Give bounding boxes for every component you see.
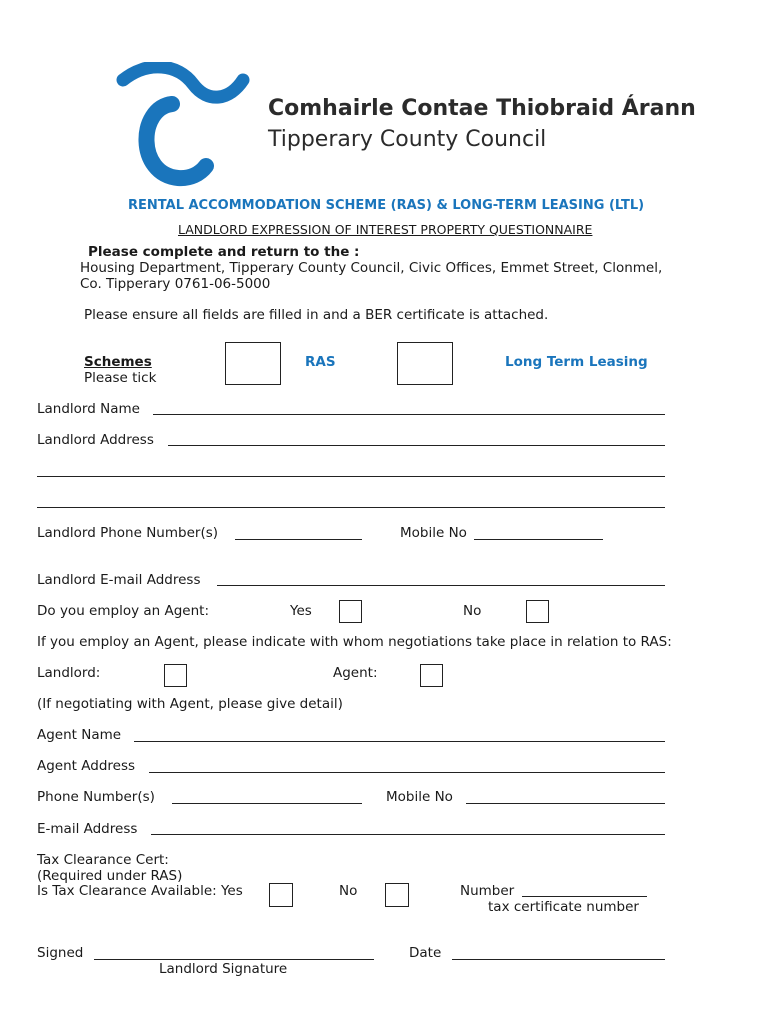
form-subtitle: LANDLORD EXPRESSION OF INTEREST PROPERTY QUESTIONNAIRE — [178, 222, 593, 237]
tax-available-yes-checkbox[interactable] — [269, 883, 293, 907]
landlord-phone-field[interactable] — [235, 539, 362, 540]
landlord-address-field-3[interactable] — [37, 507, 665, 508]
schemes-hint: Please tick — [84, 370, 157, 386]
agent-name-label: Agent Name — [37, 727, 122, 743]
signature-field[interactable] — [94, 959, 374, 960]
landlord-name-field[interactable] — [153, 414, 665, 415]
tax-required-note: (Required under RAS) — [37, 868, 183, 884]
signed-label: Signed — [37, 945, 84, 961]
landlord-phone-label: Landlord Phone Number(s) — [37, 525, 219, 541]
landlord-mobile-field[interactable] — [474, 539, 603, 540]
negotiation-agent-label: Agent: — [333, 665, 378, 681]
form-title: RENTAL ACCOMMODATION SCHEME (RAS) & LONG-TERM LEASING (LTL) — [128, 198, 645, 213]
landlord-name-label: Landlord Name — [37, 401, 140, 417]
agent-phone-field[interactable] — [172, 803, 362, 804]
ltl-label: Long Term Leasing — [505, 354, 648, 370]
employ-agent-no-label: No — [463, 603, 482, 619]
date-label: Date — [409, 945, 442, 961]
employ-agent-yes-checkbox[interactable] — [339, 600, 362, 623]
negotiation-landlord-label: Landlord: — [37, 665, 101, 681]
negotiation-landlord-checkbox[interactable] — [164, 664, 187, 687]
employ-agent-label: Do you employ an Agent: — [37, 603, 209, 619]
agent-mobile-field[interactable] — [466, 803, 665, 804]
ras-label: RAS — [305, 354, 336, 370]
return-address — [80, 260, 662, 276]
tax-cert-label: Tax Clearance Cert: — [37, 852, 169, 868]
council-name-english: Tipperary County Council — [268, 127, 547, 152]
tax-number-label: Number — [460, 883, 515, 899]
employ-agent-no-checkbox[interactable] — [526, 600, 549, 623]
address-rest: , Tipperary County Council, Civic Offices, Emmet Street, Clonmel, — [220, 260, 663, 276]
signature-caption: Landlord Signature — [159, 961, 288, 977]
landlord-email-label: Landlord E-mail Address — [37, 572, 201, 588]
tax-available-no-checkbox[interactable] — [385, 883, 409, 907]
agent-mobile-label: Mobile No — [386, 789, 453, 805]
agent-address-label: Agent Address — [37, 758, 136, 774]
ltl-checkbox[interactable] — [397, 342, 453, 385]
landlord-address-label: Landlord Address — [37, 432, 154, 448]
agent-email-label: E-mail Address — [37, 821, 138, 837]
return-address-line2: Co. Tipperary 0761-06-5000 — [80, 276, 271, 292]
housing-department: Housing Department — [80, 260, 221, 276]
landlord-address-field[interactable] — [168, 445, 665, 446]
council-c-wave-icon — [108, 62, 258, 190]
council-name-irish: Comhairle Contae Thiobraid Árann — [268, 96, 696, 121]
tax-available-no-label: No — [339, 883, 358, 899]
negotiation-question: If you employ an Agent, please indicate with whom negotiations take place in relation to RAS: — [37, 634, 672, 650]
ras-checkbox[interactable] — [225, 342, 281, 385]
landlord-email-field[interactable] — [217, 585, 665, 586]
date-field[interactable] — [452, 959, 665, 960]
agent-detail-note: (If negotiating with Agent, please give detail) — [37, 696, 343, 712]
agent-phone-label: Phone Number(s) — [37, 789, 155, 805]
landlord-mobile-label: Mobile No — [400, 525, 467, 541]
tax-number-caption: tax certificate number — [488, 899, 639, 915]
agent-address-field[interactable] — [149, 772, 665, 773]
landlord-address-field-2[interactable] — [37, 476, 665, 477]
agent-email-field[interactable] — [151, 834, 665, 835]
schemes-label: Schemes — [84, 354, 152, 370]
return-heading: Please complete and return to the : — [88, 244, 360, 260]
employ-agent-yes-label: Yes — [290, 603, 312, 619]
ensure-note: Please ensure all fields are filled in and a BER certificate is attached. — [84, 307, 549, 323]
tax-number-field[interactable] — [522, 896, 647, 897]
agent-name-field[interactable] — [134, 741, 665, 742]
tax-available-yes-label: Is Tax Clearance Available: Yes — [37, 883, 243, 899]
negotiation-agent-checkbox[interactable] — [420, 664, 443, 687]
